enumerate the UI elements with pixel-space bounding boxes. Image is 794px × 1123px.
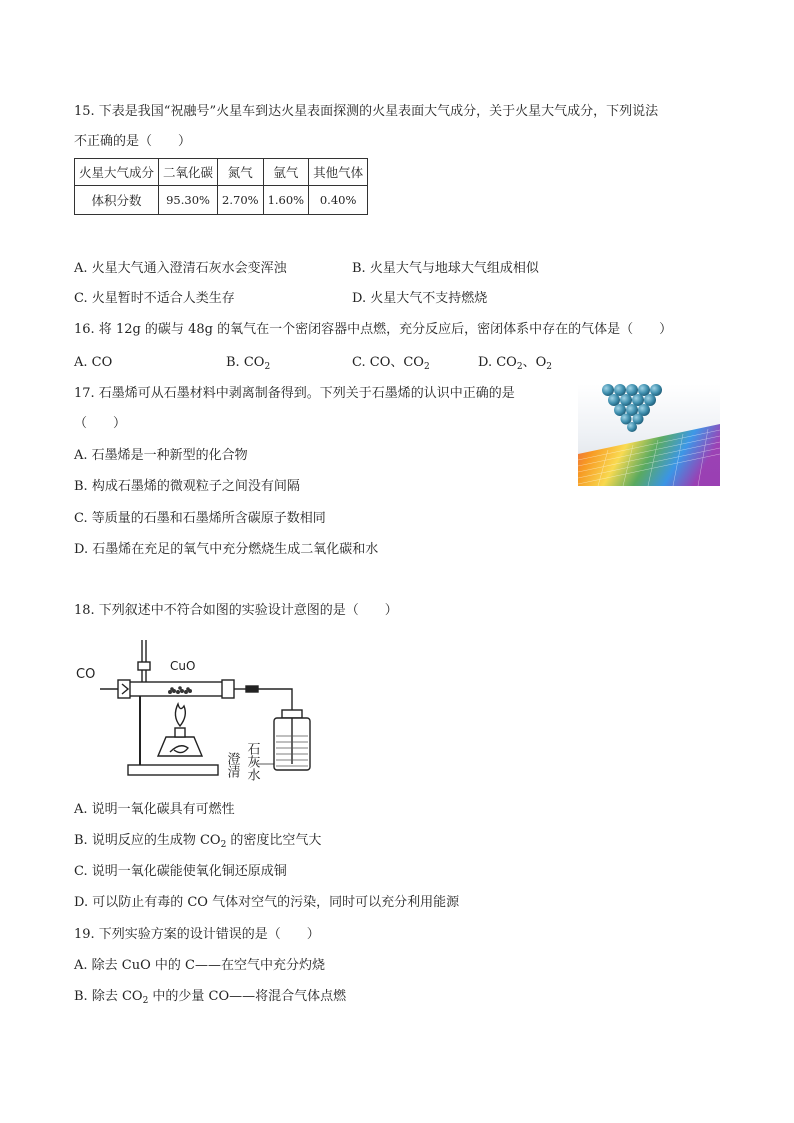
q15-option-c: C. 火星暂时不适合人类生存 xyxy=(74,291,235,306)
table-header-row xyxy=(75,159,368,186)
q19-option-b: B. 除去 $CO_2$ 中的少量 CO——将混合气体点燃 xyxy=(74,989,347,1006)
q16-option-a: A. CO xyxy=(74,355,113,370)
stand-base xyxy=(128,765,218,775)
table-cell: 体积分数 xyxy=(75,186,159,215)
right-stopper xyxy=(222,680,234,698)
table-header-cell: 二氧化碳 xyxy=(159,159,218,186)
delivery-tube xyxy=(258,689,292,712)
q17-stem-line2: （ ） xyxy=(74,416,127,431)
q15-stem-line1: 15. 下表是我国“祝融号”火星车到达火星表面探测的火星表面大气成分，关于火星大气成分，下列说法 xyxy=(74,104,659,119)
q18-option-d: D. 可以防止有毒的 CO 气体对空气的污染，同时可以充分利用能源 xyxy=(74,895,460,910)
q19-option-a: A. 除去 CuO 中的 C——在空气中充分灼烧 xyxy=(74,958,325,973)
table-header-cell: 氩气 xyxy=(263,159,309,186)
bottle-stopper xyxy=(282,710,302,718)
table-header-cell: 氮气 xyxy=(218,159,264,186)
graphene-illustration xyxy=(578,384,720,486)
q19-stem: 19. 下列实验方案的设计错误的是（ ） xyxy=(74,927,320,942)
mars-atmosphere-table xyxy=(74,158,368,215)
table-header-cell: 其他气体 xyxy=(309,159,368,186)
q17-option-d: D. 石墨烯在充足的氧气中充分燃烧生成二氧化碳和水 xyxy=(74,542,379,557)
q15-stem-line2: 不正确的是（ ） xyxy=(74,134,192,149)
table-cell: 0.40% xyxy=(309,186,368,215)
q17-option-c: C. 等质量的石墨和石墨烯所含碳原子数相同 xyxy=(74,511,326,526)
cuo-label: CuO xyxy=(170,659,196,673)
q18-stem: 18. 下列叙述中不符合如图的实验设计意图的是（ ） xyxy=(74,603,398,618)
table-cell: 2.70% xyxy=(218,186,264,215)
q18-option-b: B. 说明反应的生成物 $CO_2$ 的密度比空气大 xyxy=(74,833,322,850)
rubber-tube xyxy=(246,686,258,692)
q17-stem-line1: 17. 石墨烯可从石墨材料中剥离制备得到。下列关于石墨烯的认识中正确的是 xyxy=(74,386,515,401)
q17-option-b: B. 构成石墨烯的微观粒子之间没有间隔 xyxy=(74,479,300,494)
q18-option-c: C. 说明一氧化碳能使氧化铜还原成铜 xyxy=(74,864,287,879)
q17-option-a: A. 石墨烯是一种新型的化合物 xyxy=(74,448,248,463)
q18-option-a: A. 说明一氧化碳具有可燃性 xyxy=(74,802,235,817)
q16-option-d: D. $CO_2$、$O_2$ xyxy=(478,355,552,372)
q16-option-c: C. CO、$CO_2$ xyxy=(352,355,430,372)
co-label: CO xyxy=(76,667,96,682)
co-reduction-apparatus xyxy=(70,632,330,797)
table-cell: 1.60% xyxy=(263,186,309,215)
q16-option-b: B. $CO_2$ xyxy=(226,355,271,372)
limewater-label-col1: 澄清 xyxy=(224,752,240,778)
q15-option-b: B. 火星大气与地球大气组成相似 xyxy=(352,261,539,276)
flame xyxy=(175,704,185,726)
limewater-label-col2: 石灰水 xyxy=(244,742,260,781)
glass-tube xyxy=(122,682,228,696)
q15-option-d: D. 火星大气不支持燃烧 xyxy=(352,291,488,306)
q15-option-a: A. 火星大气通入澄清石灰水会变浑浊 xyxy=(74,261,287,276)
table-cell: 95.30% xyxy=(159,186,218,215)
stopcock xyxy=(138,662,150,670)
table-row xyxy=(75,186,368,215)
q16-stem: 16. 将 12g 的碳与 48g 的氧气在一个密闭容器中点燃，充分反应后，密闭体系中存在的气体是（ ） xyxy=(74,322,673,337)
table-header-cell: 火星大气成分 xyxy=(75,159,159,186)
